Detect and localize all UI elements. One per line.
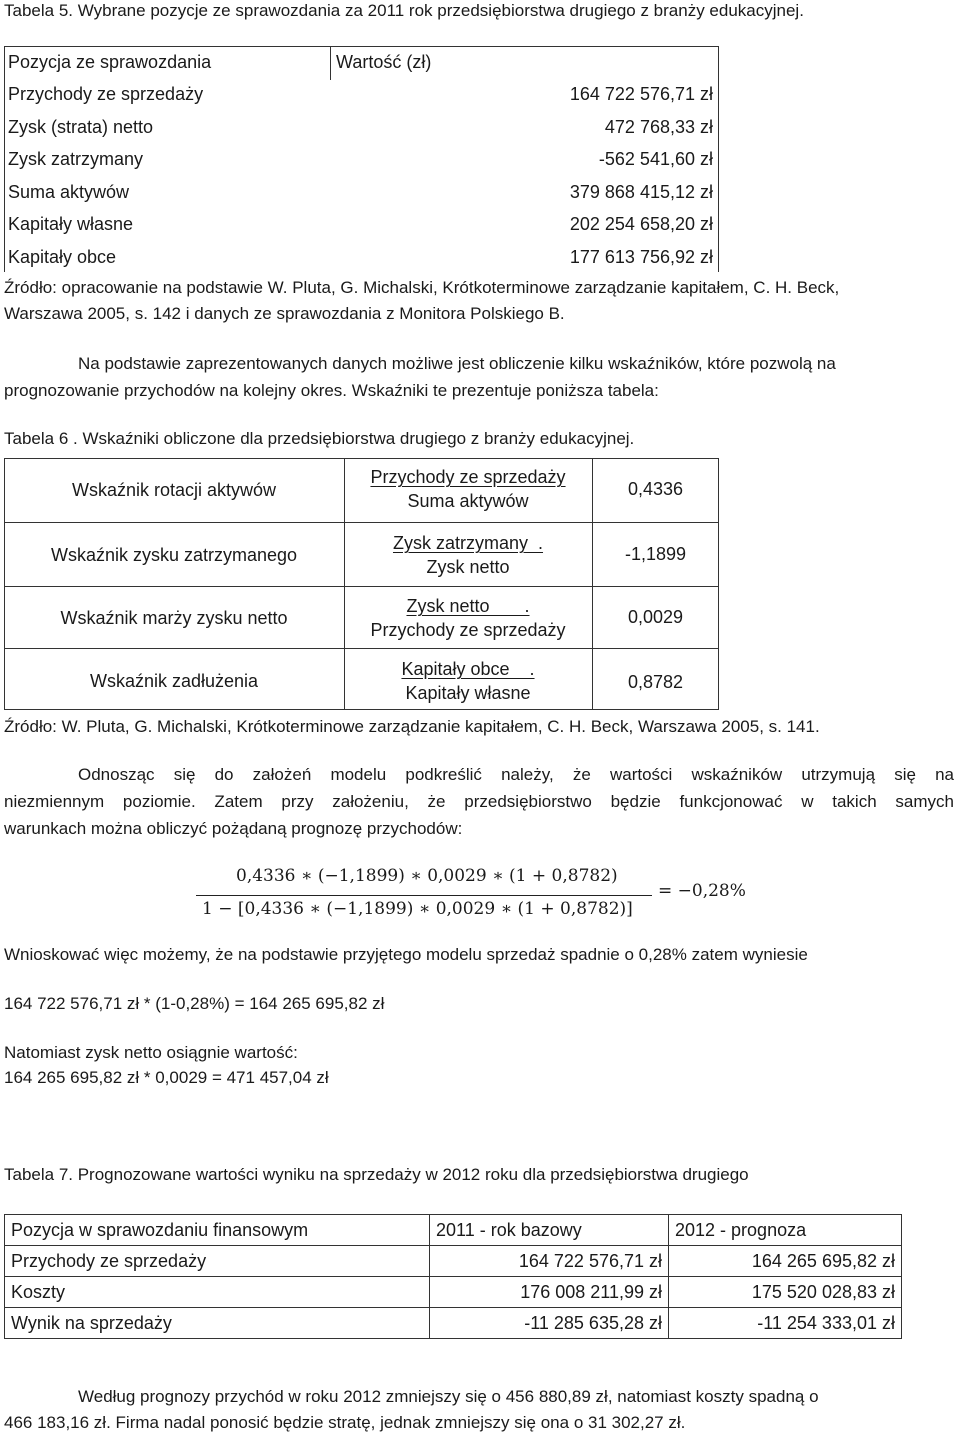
paragraph-assumptions-line3: warunkach można obliczyć pożądaną prognozę przychodów: bbox=[4, 819, 463, 838]
paragraph-assumptions-line2: niezmiennym poziomie. Zatem przy założeniu, że przedsiębiorstwo będzie funkcjonować w takich samych bbox=[4, 792, 954, 811]
table5-row bbox=[4, 241, 719, 273]
paragraph-intro-line1: Na podstawie zaprezentowanych danych możliwe jest obliczenie kilku wskaźników, które pozwolą na bbox=[78, 354, 836, 373]
table5-row bbox=[4, 208, 719, 240]
indicator-denominator: Kapitały własne bbox=[405, 683, 531, 703]
indicator-name: Wskaźnik marży zysku netto bbox=[60, 608, 288, 628]
table-row bbox=[5, 1308, 902, 1339]
table5-row-label: Przychody ze sprzedaży bbox=[8, 84, 204, 104]
table5-caption: Tabela 5. Wybrane pozycje ze sprawozdania za 2011 rok przedsiębiorstwa drugiego z branży edukacyjnej. bbox=[4, 1, 804, 20]
table6-divider bbox=[4, 586, 719, 587]
forecast-formula bbox=[196, 864, 756, 928]
conclusion-line1: Wnioskować więc możemy, że na podstawie przyjętego modelu sprzedaż spadnie o 0,28% zatem wyniesie bbox=[4, 945, 808, 964]
formula-result: = −0,28% bbox=[658, 881, 746, 901]
indicator-name: Wskaźnik zadłużenia bbox=[89, 671, 259, 691]
table5-row-value: 202 254 658,20 zł bbox=[569, 214, 713, 234]
paragraph-intro-line2: prognozowanie przychodów na kolejny okres. Wskaźniki te prezentuje poniższa tabela: bbox=[4, 381, 659, 400]
table7-cell: -11 285 635,28 zł bbox=[430, 1308, 669, 1339]
table7-cell: 164 722 576,71 zł bbox=[430, 1246, 669, 1277]
table7-cell: Przychody ze sprzedaży bbox=[5, 1246, 430, 1277]
formula-denominator: 1 − [0,4336 ∗ (−1,1899) ∗ 0,0029 ∗ (1 + 0,8782)] bbox=[202, 899, 633, 919]
table6-divider bbox=[4, 648, 719, 649]
table7-cell: 164 265 695,82 zł bbox=[669, 1246, 902, 1277]
table7-cell: Wynik na sprzedaży bbox=[5, 1308, 430, 1339]
indicator-name: Wskaźnik rotacji aktywów bbox=[71, 480, 277, 500]
table5-source-line1: Źródło: opracowanie na podstawie W. Pluta, G. Michalski, Krótkoterminowe zarządzanie kapitałem, C. H. Beck, bbox=[4, 278, 840, 297]
table7-header-row bbox=[5, 1215, 902, 1246]
table7-cell: 175 520 028,83 zł bbox=[669, 1277, 902, 1308]
table5-row bbox=[4, 78, 719, 110]
indicator-numerator: Kapitały obce . bbox=[401, 659, 535, 679]
table6 bbox=[4, 458, 719, 710]
table5-row-value: 379 868 415,12 zł bbox=[569, 182, 713, 202]
table5-row bbox=[4, 143, 719, 175]
table7-caption: Tabela 7. Prognozowane wartości wyniku na sprzedaży w 2012 roku dla przedsiębiorstwa drugiego bbox=[4, 1165, 749, 1184]
table7-cell: -11 254 333,01 zł bbox=[669, 1308, 902, 1339]
indicator-numerator: Zysk netto . bbox=[406, 596, 530, 616]
table5-row-label: Zysk zatrzymany bbox=[8, 149, 144, 169]
indicator-numerator: Przychody ze sprzedaży bbox=[370, 467, 566, 487]
table5-row-label: Kapitały obce bbox=[8, 247, 117, 267]
table5-row-value: 164 722 576,71 zł bbox=[569, 84, 713, 104]
indicator-value: 0,0029 bbox=[627, 607, 684, 627]
table6-caption: Tabela 6 . Wskaźniki obliczone dla przedsiębiorstwa drugiego z branży edukacyjnej. bbox=[4, 429, 635, 448]
table5-row-label: Suma aktywów bbox=[8, 182, 130, 202]
table7-cell: Koszty bbox=[5, 1277, 430, 1308]
table-row bbox=[5, 1246, 902, 1277]
table5-header-col1: Pozycja ze sprawozdania bbox=[8, 52, 212, 72]
table5-row-label: Kapitały własne bbox=[8, 214, 134, 234]
table7 bbox=[4, 1214, 902, 1340]
table7-cell: 176 008 211,99 zł bbox=[430, 1277, 669, 1308]
table5-source-line2: Warszawa 2005, s. 142 i danych ze sprawozdania z Monitora Polskiego B. bbox=[4, 304, 565, 323]
indicator-denominator: Suma aktywów bbox=[407, 491, 529, 511]
formula-fraction-bar bbox=[196, 895, 652, 896]
final-paragraph-line2: 466 183,16 zł. Firma nadal ponosić będzie stratę, jednak zmniejszy się ona o 31 302,27 zł. bbox=[4, 1413, 686, 1432]
table7-header-cell: 2012 - prognoza bbox=[669, 1215, 902, 1246]
formula-numerator: 0,4336 ∗ (−1,1899) ∗ 0,0029 ∗ (1 + 0,8782) bbox=[236, 866, 618, 886]
indicator-name: Wskaźnik zysku zatrzymanego bbox=[50, 545, 298, 565]
table5-header-col2: Wartość (zł) bbox=[336, 52, 432, 72]
indicator-value: 0,4336 bbox=[627, 479, 684, 499]
table5-row-label: Zysk (strata) netto bbox=[8, 117, 154, 137]
table7-grid bbox=[4, 1214, 902, 1339]
indicator-value: -1,1899 bbox=[624, 544, 687, 564]
indicator-denominator: Zysk netto bbox=[426, 557, 510, 577]
conclusion-line2: Natomiast zysk netto osiągnie wartość: bbox=[4, 1043, 298, 1062]
table5-row-value: 177 613 756,92 zł bbox=[569, 247, 713, 267]
table7-header-cell: 2011 - rok bazowy bbox=[430, 1215, 669, 1246]
table-row bbox=[5, 1277, 902, 1308]
table6-source: Źródło: W. Pluta, G. Michalski, Krótkoterminowe zarządzanie kapitałem, C. H. Beck, Warszawa 2005, s. 141. bbox=[4, 717, 820, 736]
table6-divider bbox=[4, 522, 719, 523]
paragraph-assumptions-line1: Odnosząc się do założeń modelu podkreślić należy, że wartości wskaźników utrzymują się na bbox=[78, 765, 954, 784]
indicator-value: 0,8782 bbox=[627, 672, 684, 692]
conclusion-calc1: 164 722 576,71 zł * (1-0,28%) = 164 265 695,82 zł bbox=[4, 994, 385, 1013]
table5-row-value: 472 768,33 zł bbox=[604, 117, 713, 137]
table5 bbox=[4, 46, 719, 274]
conclusion-calc2: 164 265 695,82 zł * 0,0029 = 471 457,04 zł bbox=[4, 1068, 329, 1087]
table5-row bbox=[4, 111, 719, 143]
table7-header-cell: Pozycja w sprawozdaniu finansowym bbox=[5, 1215, 430, 1246]
indicator-numerator: Zysk zatrzymany . bbox=[392, 533, 544, 553]
table5-header-row bbox=[4, 46, 719, 78]
final-paragraph-line1: Według prognozy przychód w roku 2012 zmniejszy się o 456 880,89 zł, natomiast koszty spadną o bbox=[78, 1387, 819, 1406]
table5-row bbox=[4, 176, 719, 208]
table5-row-value: -562 541,60 zł bbox=[598, 149, 713, 169]
indicator-denominator: Przychody ze sprzedaży bbox=[370, 620, 566, 640]
